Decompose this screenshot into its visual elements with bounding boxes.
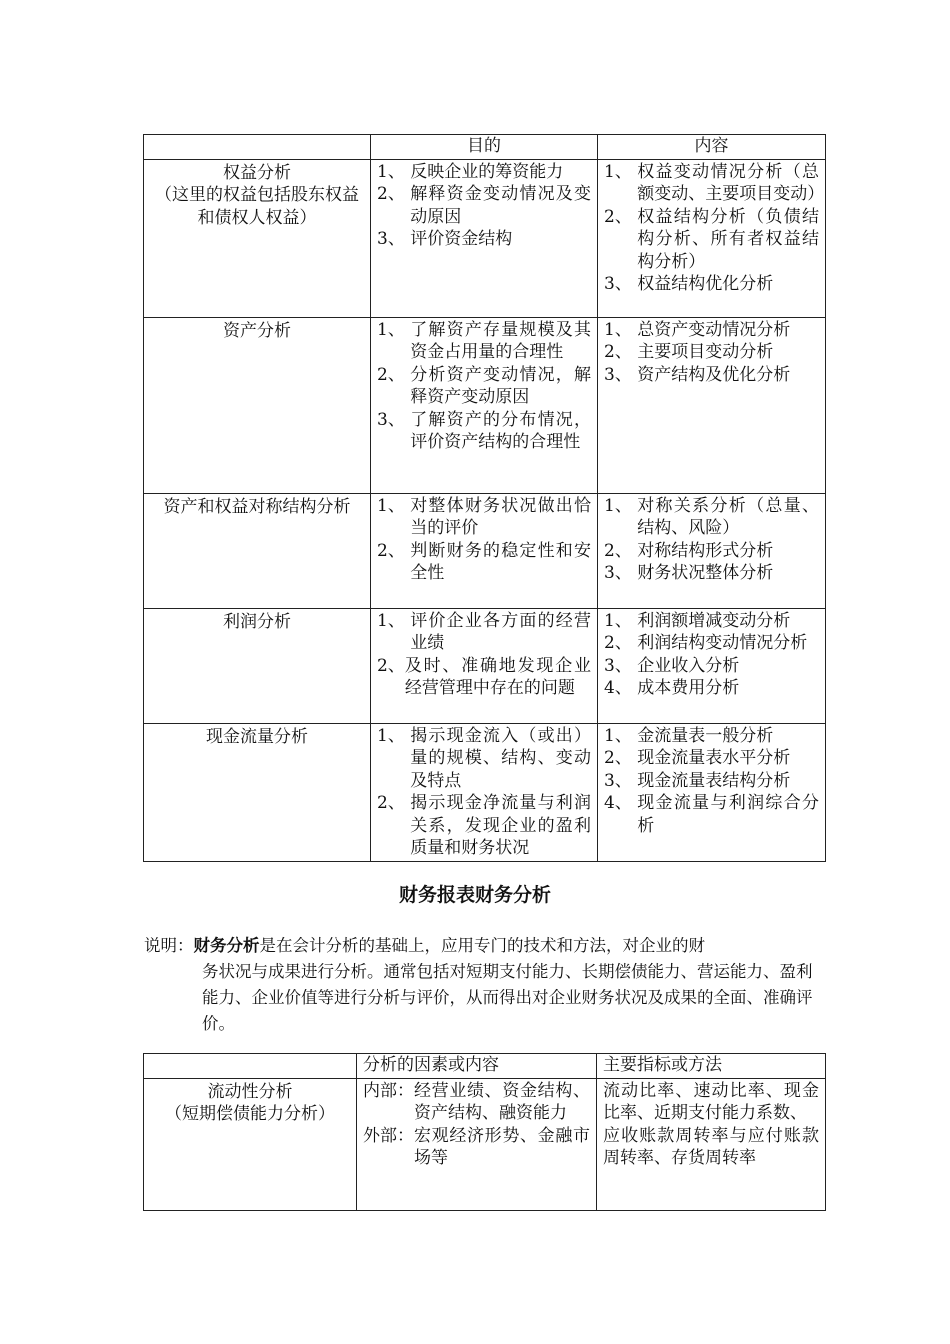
note-first-line [144,933,824,959]
note-text-rest: 务状况与成果进行分析。通常包括对短期支付能力、长期偿债能力、营运能力、盈利能力、企业价值等进行分析与评价，从而得出对企业财务状况及成果的全面、准确评价。 [202,962,813,1033]
item-number: 2、 [604,206,638,227]
item-text: 权益结构优化分析 [637,274,774,294]
item-number: 2、 [604,633,638,653]
item-text: 现金流量表水平分析 [637,748,791,768]
item-text: 及时、准确地发现企业经营管理中存在的问题 [404,655,591,698]
item-number: 2、 [604,748,638,768]
content-cell [598,723,826,861]
analysis-name: 流动性分析 [207,1081,293,1102]
list-item [604,655,819,678]
explanation-note [144,933,824,1037]
item-number: 1、 [604,161,638,182]
list-item [604,792,819,837]
content-list [604,319,819,387]
item-number: 3、 [604,563,638,583]
purpose-list [377,610,591,700]
item-number: 4、 [604,678,638,698]
item-number: 3、 [604,770,638,791]
factors-cell [357,1078,597,1210]
item-text: 主要项目变动分析 [637,342,774,362]
factor-text: 宏观经济形势、金融市场等 [414,1125,590,1168]
item-number: 3、 [604,274,638,294]
list-item [377,655,591,700]
note-term: 财务分析 [193,936,260,955]
analysis-name-note: （短期偿债能力分析） [165,1104,335,1124]
analysis-purpose-table [143,134,826,862]
item-number: 1、 [377,495,411,516]
list-item [604,632,819,655]
item-text: 解释资金变动情况及变动原因 [410,184,591,227]
factor-label: 外部： [363,1125,414,1146]
item-text: 评价资金结构 [410,229,513,249]
header-cell-empty [144,135,371,160]
header-cell-purpose: 目的 [371,135,598,160]
financial-analysis-table-body [144,1054,826,1211]
item-text: 评价企业各方面的经营业绩 [410,610,591,653]
item-number: 2、 [377,184,411,204]
list-item [604,747,819,770]
analysis-name: 权益分析 [223,162,291,183]
item-text: 利润额增减变动分析 [637,610,791,631]
table-row [144,608,826,723]
list-item [377,183,591,228]
analysis-name: 利润分析 [223,611,291,632]
list-item [604,319,819,342]
list-item [377,540,591,585]
header-cell-factors: 分析的因素或内容 [357,1054,597,1079]
item-number: 1、 [377,161,411,182]
item-number: 1、 [377,319,411,340]
item-number: 1、 [377,610,411,631]
table-header-row [144,135,826,160]
analysis-name-cell [144,317,371,493]
item-text: 现金流量与利润综合分析 [637,793,819,836]
factor-text: 经营业绩、资金结构、资产结构、融资能力 [414,1080,590,1123]
content-cell [598,159,826,317]
item-number: 2、 [377,793,411,813]
item-text: 金流量表一般分析 [637,725,774,746]
item-text: 资产结构及优化分析 [637,364,791,385]
table-row [144,317,826,493]
list-item [377,610,591,655]
item-text: 揭示现金净流量与利润关系，发现企业的盈利质量和财务状况 [410,793,591,858]
item-text: 权益结构分析（负债结构分析、所有者权益结构分析） [637,206,819,272]
financial-analysis-table [143,1053,826,1211]
item-text: 总资产变动情况分析 [637,319,791,340]
item-text: 对称结构形式分析 [637,540,774,561]
item-text: 了解资产的分布情况，评价资产结构的合理性 [410,409,591,452]
item-text: 对整体财务状况做出恰当的评价 [410,495,591,538]
table-row [144,1078,826,1210]
purpose-list [377,725,591,860]
item-number: 3、 [377,229,411,249]
purpose-cell [371,317,598,493]
analysis-name-cell [144,493,371,608]
content-list [604,495,819,585]
list-item [377,792,591,860]
list-item [604,725,819,748]
analysis-name: 现金流量分析 [206,726,308,747]
table-row [144,723,826,861]
analysis-name: 资产分析 [223,320,291,341]
item-number: 2、 [604,540,638,561]
method-text: 流动比率、速动比率、现金比率、近期支付能力系数、 [603,1080,819,1123]
list-item [604,677,819,700]
section-title: 财务报表财务分析 [398,884,551,906]
list-item [604,364,819,387]
purpose-cell [371,159,598,317]
list-item [604,341,819,364]
item-number: 3、 [604,364,638,385]
item-number: 1、 [604,725,638,746]
header-cell-empty [144,1054,357,1079]
item-text: 利润结构变动情况分析 [637,633,808,653]
item-text: 财务状况整体分析 [637,563,774,583]
list-item [377,725,591,793]
analysis-name-cell [144,723,371,861]
factor-item [363,1080,590,1125]
list-item [604,610,819,633]
content-list [604,610,819,700]
list-item [604,540,819,563]
list-item [377,161,591,184]
list-item [377,319,591,364]
analysis-name: 资产和权益对称结构分析 [163,496,351,517]
factor-label: 内部： [363,1080,414,1101]
analysis-name-cell [144,1078,357,1210]
item-number: 2、 [377,364,411,385]
list-item [604,161,825,206]
item-text: 成本费用分析 [637,678,740,698]
item-text: 判断财务的稳定性和安全性 [410,540,591,583]
item-number: 2、 [604,342,638,362]
purpose-cell [371,723,598,861]
list-item [377,409,591,454]
list-item [377,364,591,409]
list-item [604,206,819,274]
item-number: 3、 [604,655,638,676]
item-number: 3、 [377,409,411,430]
item-number: 2、 [377,655,405,676]
item-number: 4、 [604,793,638,813]
item-number: 1、 [604,495,638,516]
item-number: 1、 [604,319,638,340]
note-label: 说明： [144,936,194,955]
purpose-list [377,319,591,454]
item-number: 1、 [604,610,638,631]
item-text: 企业收入分析 [637,655,740,676]
analysis-name-note: （这里的权益包括股东权益和债权人权益） [155,185,359,228]
item-number: 2、 [377,540,411,561]
item-text: 权益变动情况分析（总额变动、主要项目变动） [637,161,825,204]
purpose-list [377,495,591,585]
purpose-cell [371,608,598,723]
method-text: 应收账款周转率与应付账款周转率、存货周转率 [603,1125,819,1168]
note-text-first: 是在会计分析的基础上，应用专门的技术和方法，对企业的财 [259,936,705,955]
item-text: 了解资产存量规模及其资金占用量的合理性 [410,319,591,362]
item-number: 1、 [377,725,411,746]
list-item [377,228,591,251]
item-text: 现金流量表结构分析 [637,770,791,791]
table-row [144,493,826,608]
content-cell [598,317,826,493]
table-row [144,159,826,317]
item-text: 分析资产变动情况，解释资产变动原因 [410,364,591,407]
purpose-cell [371,493,598,608]
item-text: 对称关系分析（总量、结构、风险） [637,495,819,538]
item-text: 反映企业的筹资能力 [410,161,564,182]
analysis-name-cell [144,608,371,723]
content-cell [598,608,826,723]
factor-item [363,1125,590,1170]
content-cell [598,493,826,608]
analysis-purpose-table-body [144,135,826,862]
analysis-name-cell [144,159,371,317]
list-item [604,770,819,793]
list-item [604,562,819,585]
header-cell-methods: 主要指标或方法 [597,1054,826,1079]
item-text: 揭示现金流入（或出）量的规模、结构、变动及特点 [410,725,591,791]
purpose-list [377,161,591,251]
list-item [604,273,819,296]
list-item [604,495,819,540]
header-cell-content: 内容 [598,135,826,160]
methods-cell [597,1078,826,1210]
content-list [604,161,825,296]
content-list [604,725,819,838]
table-header-row [144,1054,826,1079]
list-item [377,495,591,540]
